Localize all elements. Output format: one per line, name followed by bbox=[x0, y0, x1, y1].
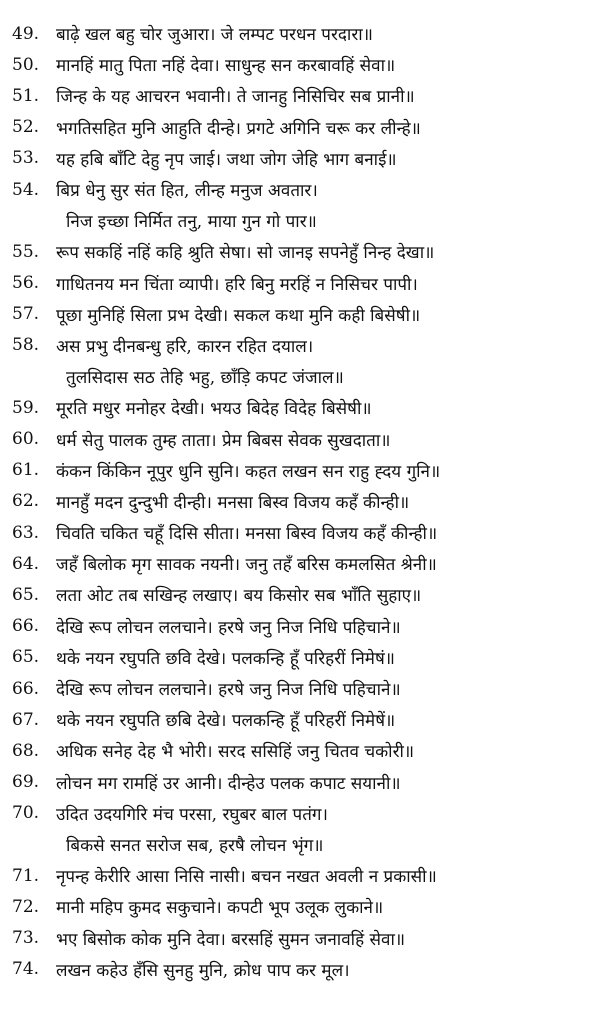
verse-number: 69. bbox=[12, 772, 40, 793]
verse-line bbox=[0, 205, 600, 236]
verse-number: 74. bbox=[12, 959, 40, 980]
verse-number: 68. bbox=[12, 740, 40, 761]
verse-number: 54. bbox=[12, 179, 40, 200]
verse-text: कंकन किंकिन नूपुर धुनि सुनि। कहत लखन सन राहु ह्दय गुनि॥ bbox=[56, 461, 441, 482]
verse-text: मानहिं मातु पिता नहिं देवा। साधुन्ह सन करबावहिं सेवा॥ bbox=[56, 56, 396, 77]
verse-text: नृपन्ह केरीरि आसा निसि नासी। बचन नखत अवली न प्रकासी॥ bbox=[56, 867, 437, 888]
verse-number: 50. bbox=[12, 54, 40, 75]
verse-text: चिवति चकित चहूँ दिसि सीता। मनसा बिस्व विजय कहँ कीन्ही॥ bbox=[56, 524, 438, 545]
verse-number: 65. bbox=[12, 647, 40, 668]
verse-text: अधिक सनेह देह भै भोरी। सरद ससिहिं जनु चितव चकोरी॥ bbox=[56, 742, 415, 763]
verse-number: 73. bbox=[12, 928, 40, 949]
verse-text: देखि रूप लोचन ललचाने। हरषे जनु निज निधि पहिचाने॥ bbox=[56, 680, 401, 701]
verse-text: थके नयन रघुपति छबि देखे। पलकन्हि हूँ परिहरीं निमेषें॥ bbox=[56, 711, 396, 732]
verse-number: 53. bbox=[12, 148, 40, 169]
verse-line bbox=[0, 268, 600, 299]
verse-text: अस प्रभु दीनबन्धु हरि, कारन रहित दयाल। bbox=[56, 336, 314, 357]
verse-line bbox=[0, 392, 600, 423]
verse-line bbox=[0, 829, 600, 860]
verse-number: 66. bbox=[12, 678, 40, 699]
verse-text: जहँ बिलोक मृग सावक नयनी। जनु तहँ बरिस कमलसित श्रेनी॥ bbox=[56, 555, 437, 576]
verse-line bbox=[0, 236, 600, 267]
verse-line bbox=[0, 49, 600, 80]
verse-number: 65. bbox=[12, 584, 40, 605]
verse-text: निज इच्छा निर्मित तनु, माया गुन गो पार॥ bbox=[66, 212, 317, 233]
verse-line bbox=[0, 112, 600, 143]
verse-text: थके नयन रघुपति छवि देखे। पलकन्हि हूँ परिहरीं निमेषं॥ bbox=[56, 648, 395, 669]
verse-number: 67. bbox=[12, 709, 40, 730]
verse-text: बाढ़े खल बहु चोर जुआरा। जे लम्पट परधन परदारा॥ bbox=[56, 25, 373, 46]
verse-number: 51. bbox=[12, 85, 40, 106]
verse-text: लखन कहेउ हँसि सुनहु मुनि, क्रोध पाप कर मूल। bbox=[56, 960, 350, 981]
verse-line bbox=[0, 330, 600, 361]
verse-text: धर्म सेतु पालक तुम्ह ताता। प्रेम बिबस सेवक सुखदाता॥ bbox=[56, 430, 391, 451]
verse-number: 66. bbox=[12, 616, 40, 637]
verse-line bbox=[0, 174, 600, 205]
verse-line bbox=[0, 642, 600, 673]
verse-list bbox=[0, 18, 600, 985]
verse-line bbox=[0, 922, 600, 953]
verse-line bbox=[0, 299, 600, 330]
verse-line bbox=[0, 548, 600, 579]
verse-number: 55. bbox=[12, 241, 40, 262]
verse-line bbox=[0, 80, 600, 111]
verse-line bbox=[0, 361, 600, 392]
verse-text: भगतिसहित मुनि आहुति दीन्हे। प्रगटे अगिनि चरू कर लीन्हे॥ bbox=[56, 118, 421, 139]
verse-number: 62. bbox=[12, 491, 40, 512]
verse-number: 71. bbox=[12, 865, 40, 886]
verse-number: 59. bbox=[12, 397, 40, 418]
verse-number: 64. bbox=[12, 553, 40, 574]
verse-line bbox=[0, 143, 600, 174]
verse-text: लता ओट तब सखिन्ह लखाए। बय किसोर सब भाँति सुहाए॥ bbox=[56, 586, 422, 607]
verse-text: बिकसे सनत सरोज सब, हरषै लोचन भृंग॥ bbox=[66, 835, 324, 856]
verse-line bbox=[0, 891, 600, 922]
verse-text: जिन्ह के यह आचरन भवानी। ते जानहु निसिचिर सब प्रानी॥ bbox=[56, 87, 415, 108]
verse-text: भए बिसोक कोक मुनि देवा। बरसहिं सुमन जनावहिं सेवा॥ bbox=[56, 929, 406, 950]
verse-line bbox=[0, 611, 600, 642]
verse-line bbox=[0, 486, 600, 517]
verse-text: उदित उदयगिरि मंच परसा, रघुबर बाल पतंग। bbox=[56, 804, 328, 825]
verse-text: गाधितनय मन चिंता व्यापी। हरि बिनु मरहिं न निसिचर पापी। bbox=[56, 274, 418, 295]
verse-line bbox=[0, 455, 600, 486]
verse-text: देखि रूप लोचन ललचाने। हरषे जनु निज निधि पहिचाने॥ bbox=[56, 617, 401, 638]
verse-number: 63. bbox=[12, 522, 40, 543]
verse-number: 70. bbox=[12, 803, 40, 824]
verse-text: यह हबि बाँटि देहु नृप जाई। जथा जोग जेहि भाग बनाई॥ bbox=[56, 149, 397, 170]
verse-text: बिप्र धेनु सुर संत हित, लीन्ह मनुज अवतार। bbox=[56, 181, 318, 202]
verse-text: मानहुँ मदन दुन्दुभी दीन्ही। मनसा बिस्व विजय कहँ कीन्ही॥ bbox=[56, 492, 410, 513]
verse-line bbox=[0, 704, 600, 735]
verse-text: मानी महिप कुमद सकुचाने। कपटी भूप उलूक लुकाने॥ bbox=[56, 898, 384, 919]
verse-number: 49. bbox=[12, 23, 40, 44]
verse-number: 72. bbox=[12, 896, 40, 917]
verse-line bbox=[0, 18, 600, 49]
verse-text: मूरति मधुर मनोहर देखी। भयउ बिदेह विदेह बिसेषी॥ bbox=[56, 399, 372, 420]
verse-number: 57. bbox=[12, 304, 40, 325]
verse-text: तुलसिदास सठ तेहि भहु, छाँड़ि कपट जंजाल॥ bbox=[66, 368, 344, 389]
verse-number: 61. bbox=[12, 460, 40, 481]
verse-text: पूछा मुनिहिं सिला प्रभ देखी। सकल कथा मुनि कही बिसेषी॥ bbox=[56, 305, 421, 326]
verse-line bbox=[0, 860, 600, 891]
verse-line bbox=[0, 579, 600, 610]
verse-number: 58. bbox=[12, 335, 40, 356]
verse-text: लोचन मग रामहिं उर आनी। दीन्हेउ पलक कपाट सयानी॥ bbox=[56, 773, 401, 794]
verse-line bbox=[0, 673, 600, 704]
verse-line bbox=[0, 735, 600, 766]
verse-line bbox=[0, 767, 600, 798]
verse-number: 52. bbox=[12, 117, 40, 138]
verse-number: 60. bbox=[12, 429, 40, 450]
verse-line bbox=[0, 798, 600, 829]
verse-line bbox=[0, 954, 600, 985]
verse-text: रूप सकहिं नहिं कहि श्रुति सेषा। सो जानइ सपनेहुँ निन्ह देखा॥ bbox=[56, 243, 435, 264]
verse-line bbox=[0, 517, 600, 548]
verse-number: 56. bbox=[12, 273, 40, 294]
verse-line bbox=[0, 423, 600, 454]
